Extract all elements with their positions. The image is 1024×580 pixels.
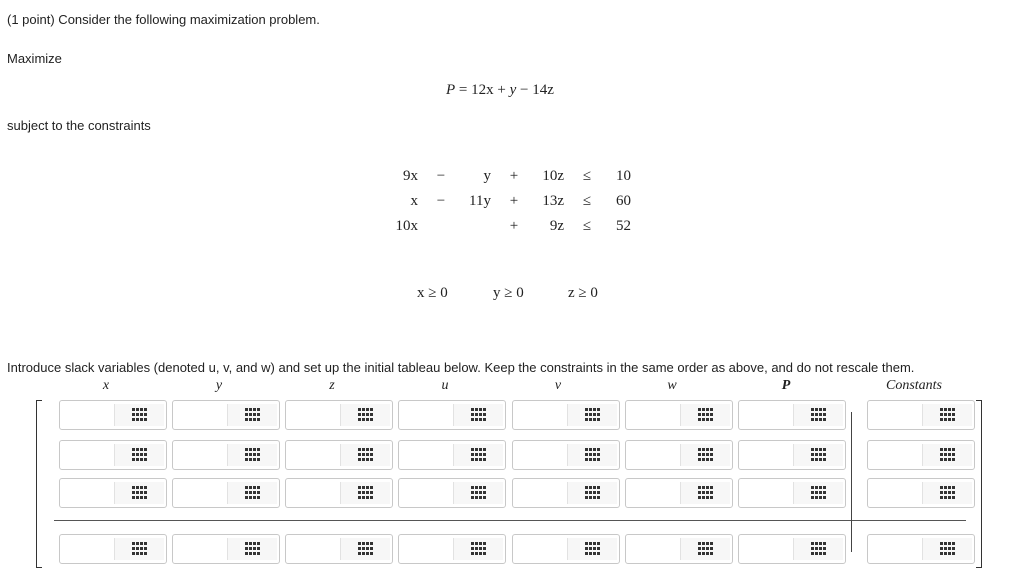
tableau-entry-input[interactable] [742,444,796,466]
header-z: z [329,378,335,393]
constraint-coef-x: 10x [395,218,418,234]
equation-editor-button[interactable] [793,538,843,560]
grid-icon [811,542,827,556]
equation-editor-button[interactable] [680,538,730,560]
tableau-cell-r3-v [512,478,620,508]
equation-editor-button[interactable] [567,404,617,426]
tableau-entry-input[interactable] [289,538,343,560]
tableau-entry-input[interactable] [402,444,456,466]
equation-editor-button[interactable] [567,538,617,560]
tableau-entry-input[interactable] [63,404,117,426]
grid-icon [471,542,487,556]
tableau-cell-r2-u [398,440,506,470]
tableau-entry-input[interactable] [289,404,343,426]
objective-function [446,82,554,99]
equation-editor-button[interactable] [227,538,277,560]
grid-icon [585,448,601,462]
objective-lhs: P [446,82,456,98]
tableau-entry-input[interactable] [289,482,343,504]
constraint-rhs: 52 [616,218,631,234]
constraint-coef-z: 13z [542,193,564,209]
objective-term: 14z [532,82,554,98]
tableau-entry-input[interactable] [742,538,796,560]
tableau-entry-input[interactable] [629,404,683,426]
objective-op: − [520,82,529,98]
tableau-cell-r1-constants [867,400,975,430]
objective-op: + [497,82,506,98]
grid-icon [132,486,148,500]
grid-icon [940,448,956,462]
equation-editor-button[interactable] [793,482,843,504]
grid-icon [811,448,827,462]
grid-icon [811,408,827,422]
tableau-cell-r1-w [625,400,733,430]
constraint-rhs: 10 [616,168,631,184]
tableau-cell-r3-w [625,478,733,508]
equation-editor-button[interactable] [922,482,972,504]
equation-editor-button[interactable] [680,482,730,504]
grid-icon [245,408,261,422]
grid-icon [358,408,374,422]
tableau-entry-input[interactable] [871,444,925,466]
tableau-cell-r3-x [59,478,167,508]
grid-icon [940,408,956,422]
tableau-cell-r1-p [738,400,846,430]
objective-term: y [509,82,517,98]
nonneg-y: y ≥ 0 [493,285,524,301]
constraint-rel: ≤ [582,218,592,234]
constraint-coef-y: y [483,168,491,184]
tableau-cell-r3-z [285,478,393,508]
header-u: u [441,378,449,393]
equation-editor-button[interactable] [340,538,390,560]
equation-editor-button[interactable] [793,404,843,426]
maximize-label: Maximize [7,51,62,66]
grid-icon [245,486,261,500]
header-p: P [781,378,791,393]
constraint-rel: ≤ [582,168,592,184]
subject-label: subject to the constraints [7,118,151,133]
tableau-cell-r2-p [738,440,846,470]
tableau-entry-input[interactable] [871,538,925,560]
grid-icon [585,408,601,422]
equation-editor-button[interactable] [567,482,617,504]
grid-icon [698,408,714,422]
grid-icon [471,486,487,500]
tableau-left-bracket [36,400,42,568]
grid-icon [358,448,374,462]
tableau-entry-input[interactable] [176,444,230,466]
tableau-cell-r2-constants [867,440,975,470]
tableau-entry-input[interactable] [629,482,683,504]
tableau-entry-input[interactable] [176,404,230,426]
instructions: Introduce slack variables (denoted u, v, and w) and set up the initial tableau below. Keep the constraints in the same order as above, and do not rescale them. [7,360,915,375]
equation-editor-button[interactable] [227,444,277,466]
equation-editor-button[interactable] [227,404,277,426]
tableau-cell-r3-u [398,478,506,508]
equation-editor-button[interactable] [567,444,617,466]
equation-editor-button[interactable] [922,404,972,426]
constraint-coef-x: x [410,193,418,209]
constraint-coef-z: 9z [549,218,564,234]
grid-icon [698,448,714,462]
constraint-coef-x: 9x [403,168,418,184]
equation-editor-button[interactable] [340,404,390,426]
tableau-cell-r3-constants [867,478,975,508]
constraints-block [380,168,640,238]
tableau-cell-r1-z [285,400,393,430]
equation-editor-button[interactable] [453,482,503,504]
objective-eq: = [458,82,468,98]
tableau-entry-input[interactable] [289,444,343,466]
grid-icon [245,448,261,462]
nonneg-x: x ≥ 0 [417,285,448,301]
grid-icon [132,408,148,422]
equation-editor-button[interactable] [922,444,972,466]
nonneg-z: z ≥ 0 [568,285,598,301]
tableau-cell-r4-v [512,534,620,564]
tableau-entry-input[interactable] [629,444,683,466]
header-w: w [667,378,677,393]
tableau-entry-input[interactable] [402,538,456,560]
tableau-entry-input[interactable] [516,538,570,560]
grid-icon [811,486,827,500]
equation-editor-button[interactable] [340,444,390,466]
constraint-rel: ≤ [582,193,592,209]
equation-editor-button[interactable] [114,538,164,560]
tableau-entry-input[interactable] [516,482,570,504]
tableau-entry-input[interactable] [402,482,456,504]
tableau-cell-r2-x [59,440,167,470]
problem-intro: (1 point) Consider the following maximization problem. [7,12,320,27]
tableau-cell-r3-y [172,478,280,508]
constraint-op: − [436,193,446,209]
equation-editor-button[interactable] [453,444,503,466]
constants-column-separator [851,412,852,552]
grid-icon [940,486,956,500]
grid-icon [245,542,261,556]
tableau-entry-input[interactable] [742,404,796,426]
grid-icon [358,542,374,556]
constraint-coef-y: 11y [469,193,491,209]
tableau-entry-input[interactable] [176,482,230,504]
objective-row-separator [54,520,966,521]
equation-editor-button[interactable] [680,404,730,426]
tableau-entry-input[interactable] [629,538,683,560]
grid-icon [471,408,487,422]
grid-icon [132,448,148,462]
tableau-cell-r2-v [512,440,620,470]
equation-editor-button[interactable] [793,444,843,466]
constraint-op: + [509,218,519,234]
tableau-cell-r2-w [625,440,733,470]
header-v: v [554,378,562,393]
tableau-entry-input[interactable] [871,482,925,504]
tableau-cell-r2-z [285,440,393,470]
header-constants: Constants [885,378,942,393]
grid-icon [132,542,148,556]
tableau-entry-input[interactable] [742,482,796,504]
tableau-entry-input[interactable] [63,444,117,466]
grid-icon [698,542,714,556]
equation-editor-button[interactable] [453,538,503,560]
tableau-entry-input[interactable] [516,404,570,426]
equation-editor-button[interactable] [114,482,164,504]
constraint-rhs: 60 [616,193,631,209]
equation-editor-button[interactable] [114,404,164,426]
tableau-cell-r1-x [59,400,167,430]
tableau-cell-r4-z [285,534,393,564]
tableau-right-bracket [976,400,982,568]
tableau-entry-input[interactable] [402,404,456,426]
grid-icon [471,448,487,462]
tableau-entry-input[interactable] [176,538,230,560]
tableau-cell-r4-y [172,534,280,564]
constraint-op: + [509,168,519,184]
equation-editor-button[interactable] [453,404,503,426]
tableau-cell-r1-y [172,400,280,430]
constraint-coef-z: 10z [542,168,564,184]
equation-editor-button[interactable] [227,482,277,504]
tableau-cell-r4-x [59,534,167,564]
grid-icon [698,486,714,500]
header-y: y [215,378,223,393]
constraint-op: + [509,193,519,209]
tableau-cell-r2-y [172,440,280,470]
constraint-op: − [436,168,446,184]
equation-editor-button[interactable] [922,538,972,560]
tableau-entry-input[interactable] [516,444,570,466]
tableau-cell-r3-p [738,478,846,508]
tableau-entry-input[interactable] [63,482,117,504]
equation-editor-button[interactable] [340,482,390,504]
objective-term: 12x [471,82,494,98]
grid-icon [585,542,601,556]
tableau-cell-r1-u [398,400,506,430]
grid-icon [585,486,601,500]
equation-editor-button[interactable] [680,444,730,466]
grid-icon [358,486,374,500]
header-x: x [102,378,110,393]
tableau-cell-r4-p [738,534,846,564]
tableau-cell-r1-v [512,400,620,430]
tableau-entry-input[interactable] [871,404,925,426]
grid-icon [940,542,956,556]
tableau-cell-r4-u [398,534,506,564]
tableau-cell-r4-w [625,534,733,564]
tableau-cell-r4-constants [867,534,975,564]
tableau-entry-input[interactable] [63,538,117,560]
equation-editor-button[interactable] [114,444,164,466]
